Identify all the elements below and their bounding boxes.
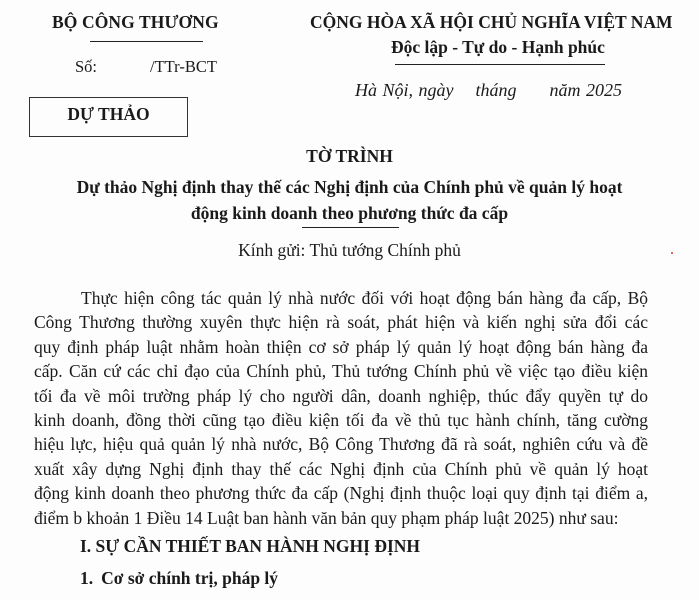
place-day: Hà Nội, ngày (355, 80, 454, 100)
subject-line-2: động kinh doanh theo phương thức đa cấp (190, 203, 509, 223)
paragraph-line: quy định pháp luật nhằm hoàn thiện cơ sở pháp lý quản lý hoạt động bán hàng đa (34, 336, 648, 357)
paragraph-line: kinh doanh, đồng thời cũng tạo điều kiện tối đa về thủ tục hành chính, tăng cường (34, 409, 648, 430)
doc-number-value: /TTr-BCT (150, 57, 217, 76)
paragraph-line: Công Thương thường xuyên thực hiện rà soát, phát hiện và kiến nghị sửa đổi các (34, 312, 648, 333)
doc-number-label: Số: (75, 57, 98, 76)
paragraph-line: xuất xây dựng Nghị định thay thế các Nghị định của Chính phủ về quản lý hoạt (34, 458, 648, 479)
section-heading: I. SỰ CẦN THIẾT BAN HÀNH NGHỊ ĐỊNH (80, 536, 421, 556)
paragraph-line: Thực hiện công tác quản lý nhà nước đối với hoạt động bán hàng đa cấp, Bộ (81, 288, 648, 308)
paragraph-line: điểm b khoản 1 Điều 14 Luật ban hành văn bản quy phạm pháp luật 2025) như sau: (34, 507, 619, 528)
motto-underline (395, 64, 605, 65)
document-subject (0, 174, 699, 226)
paragraph-line: động kinh doanh theo phương thức đa cấp (Nghị định thuộc loại quy định tại điểm a, (34, 483, 648, 504)
intro-paragraph (34, 286, 648, 530)
national-title: CỘNG HÒA XÃ HỘI CHỦ NGHĨA VIỆT NAM (310, 12, 673, 32)
ministry-underline (90, 41, 203, 42)
subject-underline (302, 227, 399, 228)
draft-stamp-label: DỰ THẢO (67, 104, 150, 124)
paragraph-line: tối đa về môi trường pháp lý cho người dân, doanh nghiệp, thúc đẩy quyền tự do (34, 385, 648, 406)
date-month: tháng (475, 80, 517, 100)
date-year: năm 2025 (549, 80, 623, 100)
document-type-title: TỜ TRÌNH (306, 146, 393, 166)
issuing-ministry: BỘ CÔNG THƯƠNG (52, 12, 219, 32)
paragraph-line: hiệu lực, hiệu quả quản lý nhà nước, Bộ Công Thương đã rà soát, nghiên cứu và đề (34, 434, 648, 455)
recipient-line: Kính gửi: Thủ tướng Chính phủ (238, 240, 461, 260)
national-motto: Độc lập - Tự do - Hạnh phúc (391, 37, 605, 57)
subsection-heading (80, 568, 278, 589)
paragraph-line: cấp. Căn cứ các chỉ đạo của Chính phủ, Thủ tướng Chính phủ về việc tạo điều kiện (34, 361, 648, 382)
subject-line-1: Dự thảo Nghị định thay thế các Nghị định của Chính phủ về quản lý hoạt (76, 177, 623, 197)
scan-speck (671, 252, 673, 254)
place-date (355, 80, 622, 101)
subsection-title: Cơ sở chính trị, pháp lý (101, 568, 279, 588)
subsection-number: 1. (80, 568, 94, 588)
